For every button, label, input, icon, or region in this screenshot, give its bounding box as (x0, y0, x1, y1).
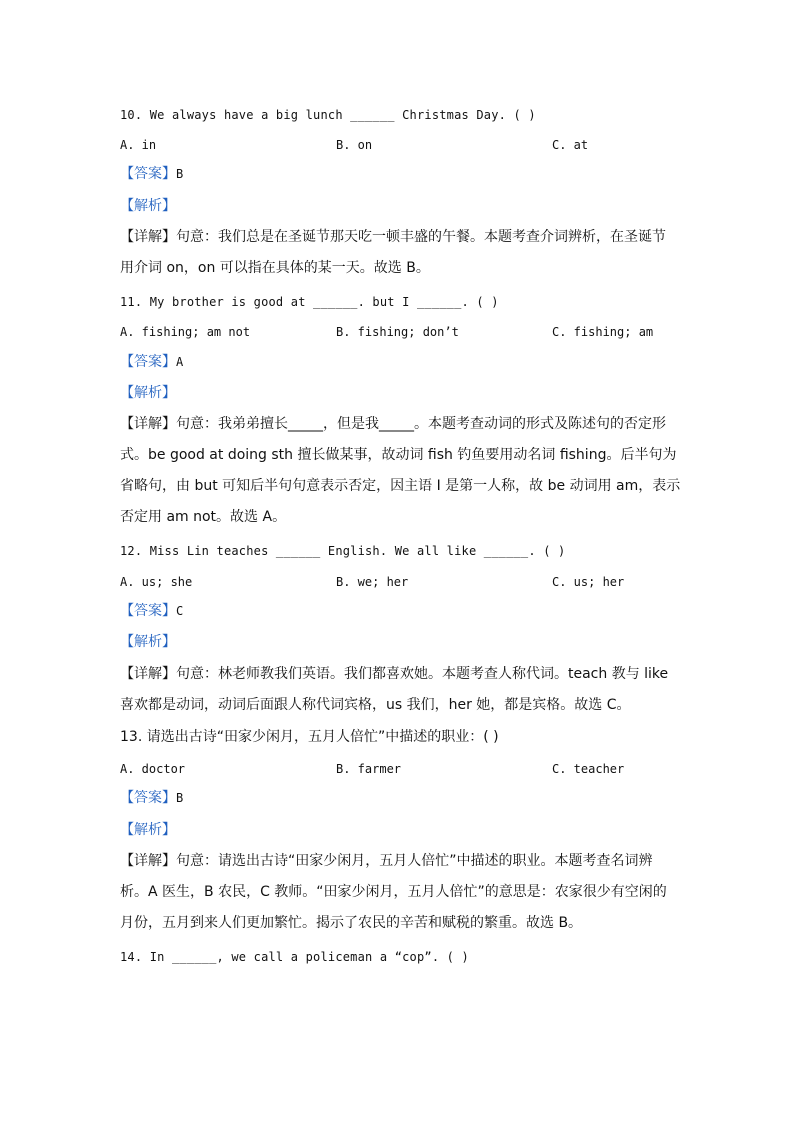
question-10-option-a: A. in (120, 138, 157, 152)
answer-tag: 【答案】 (120, 603, 176, 619)
question-12-stem: 12. Miss Lin teaches ______ English. We all like ______. ( ) (120, 544, 566, 558)
detail-tag: 【详解】 (120, 416, 176, 432)
question-12-option-c: C. us; her (552, 575, 625, 589)
question-13-option-a: A. doctor (120, 762, 186, 776)
question-11-option-c: C. fishing; am (552, 325, 654, 339)
detail-tag: 【详解】 (120, 853, 176, 869)
question-11-detail-line-4: 否定用 am not。故选 A。 (120, 509, 287, 525)
question-11-option-a: A. fishing; am not (120, 325, 251, 339)
question-11-option-b: B. fishing; don’t (336, 325, 459, 339)
question-13-detail-line-1 (120, 852, 653, 871)
detail-text: 句意：林老师教我们英语。我们都喜欢她。本题考查人称代词。teach 教与 like (176, 666, 669, 682)
detail-text: 句意：请选出古诗“田家少闲月，五月人倍忙”中描述的职业。本题考查名词辨 (176, 853, 653, 869)
answer-tag: 【答案】 (120, 354, 176, 370)
answer-tag: 【答案】 (120, 790, 176, 806)
question-10-answer-line (120, 165, 183, 184)
question-12-detail-line-1 (120, 665, 668, 684)
detail-tag: 【详解】 (120, 229, 176, 245)
question-10-detail-line-1 (120, 228, 666, 247)
question-11-analysis-tag: 【解析】 (120, 385, 176, 401)
detail-tag: 【详解】 (120, 666, 176, 682)
answer-value: B (176, 167, 184, 181)
question-10-detail-line-2: 用介词 on，on 可以指在具体的某一天。故选 B。 (120, 260, 430, 276)
question-11-detail-line-2: 式。be good at doing sth 擅长做某事，故动词 fish 钓鱼要用动名词 fishing。后半句为 (120, 447, 677, 463)
question-13-option-b: B. farmer (336, 762, 402, 776)
question-10-option-c: C. at (552, 138, 589, 152)
question-10-analysis-tag: 【解析】 (120, 198, 176, 214)
answer-value: A (176, 355, 184, 369)
question-12-answer-line (120, 602, 183, 621)
question-12-option-a: A. us; she (120, 575, 193, 589)
question-13-stem: 13. 请选出古诗“田家少闲月，五月人倍忙”中描述的职业：( ) (120, 729, 499, 745)
question-11-answer-line (120, 353, 183, 372)
question-13-analysis-tag: 【解析】 (120, 822, 176, 838)
question-12-option-b: B. we; her (336, 575, 409, 589)
question-14-stem: 14. In ______, we call a policeman a “cop”. ( ) (120, 950, 469, 964)
question-10-option-b: B. on (336, 138, 373, 152)
question-13-detail-line-3: 月份，五月到来人们更加繁忙。揭示了农民的辛苦和赋税的繁重。故选 B。 (120, 915, 583, 931)
question-13-detail-line-2: 析。A 医生，B 农民，C 教师。“田家少闲月，五月人倍忙”的意思是：农家很少有空闲的 (120, 884, 667, 900)
detail-text: 句意：我们总是在圣诞节那天吃一顿丰盛的午餐。本题考查介词辨析，在圣诞节 (176, 229, 666, 245)
question-11-detail-line-1 (120, 415, 666, 434)
question-13-option-c: C. teacher (552, 762, 625, 776)
answer-tag: 【答案】 (120, 166, 176, 182)
detail-text: 句意：我弟弟擅长_____，但是我_____。本题考查动词的形式及陈述句的否定形 (176, 416, 666, 432)
question-11-stem: 11. My brother is good at ______. but I ______. ( ) (120, 295, 499, 309)
question-13-answer-line (120, 789, 183, 808)
answer-value: B (176, 791, 184, 805)
answer-value: C (176, 604, 184, 618)
question-11-detail-line-3: 省略句，由 but 可知后半句句意表示否定，因主语 I 是第一人称，故 be 动词用 am，表示 (120, 478, 681, 494)
question-12-analysis-tag: 【解析】 (120, 634, 176, 650)
question-10-stem: 10. We always have a big lunch ______ Christmas Day. ( ) (120, 108, 536, 122)
question-12-detail-line-2: 喜欢都是动词，动词后面跟人称代词宾格，us 我们，her 她，都是宾格。故选 C。 (120, 697, 631, 713)
